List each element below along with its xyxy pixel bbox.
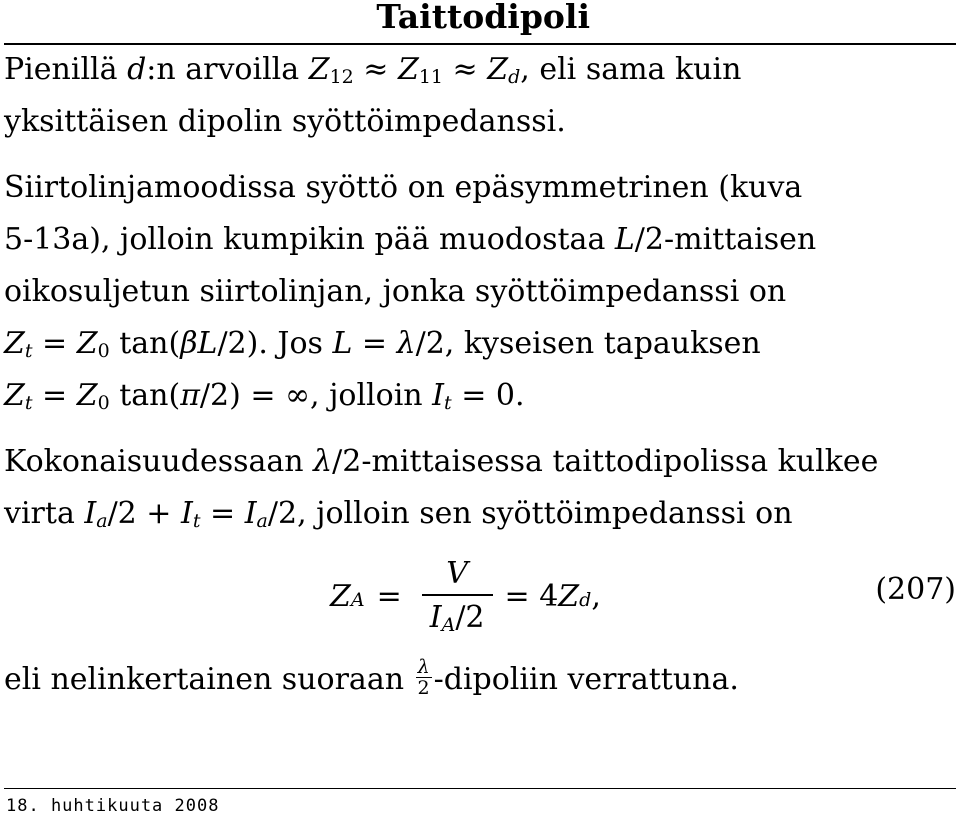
math-z11: Z	[397, 52, 419, 87]
equation-number: (207)	[875, 572, 956, 607]
text: , eli sama kuin	[520, 52, 742, 87]
math-z: Z	[330, 578, 351, 614]
equals-sign: =	[376, 578, 402, 614]
math-I: I	[180, 496, 193, 531]
text: virta	[4, 496, 85, 531]
text: :n arvoilla	[146, 52, 309, 87]
approx-sign: ≈	[443, 52, 488, 87]
text: = 0.	[451, 378, 525, 413]
math-z: Z	[558, 578, 580, 614]
footer-rule	[4, 788, 956, 789]
subscript-a: a	[256, 510, 268, 532]
subscript-t: t	[24, 392, 33, 414]
text: eli nelinkertainen suoraan	[4, 662, 414, 697]
subscript-A: A	[441, 614, 456, 636]
text: =	[32, 378, 77, 413]
slide-title: Taittodipoli	[376, 0, 590, 36]
text: 5-13a), jolloin kumpikin pää muodostaa	[4, 222, 615, 257]
math-d: d	[127, 52, 147, 87]
text: /2 +	[107, 496, 181, 531]
subscript-0: 0	[97, 340, 110, 362]
subscript-t: t	[24, 340, 33, 362]
fraction-v-over-ia	[422, 556, 493, 636]
text: tan(	[109, 378, 181, 413]
text: /2-mittaisen	[634, 222, 817, 257]
text: Pienillä	[4, 52, 128, 87]
math-z0: Z	[76, 378, 98, 413]
equation-body: Z $_A$ = $\frac{V}{I_A/2}$ = 4 Z $_d$ ,	[330, 556, 601, 636]
math-z0: Z	[76, 326, 98, 361]
paragraph-2-line-4	[4, 318, 956, 370]
text: /2, kyseisen tapauksen	[415, 326, 761, 361]
text: =	[32, 326, 77, 361]
math-I: I	[84, 496, 97, 531]
paragraph-2-line-3: oikosuljetun siirtolinjan, jonka syöttöimpedanssi on	[4, 274, 787, 309]
math-I: I	[432, 378, 445, 413]
numerator: λ	[417, 655, 430, 678]
math-pi: π	[180, 378, 200, 413]
equation-207	[4, 548, 956, 644]
subscript-a: a	[96, 510, 108, 532]
denominator: 2	[417, 676, 430, 699]
footer-date: 18. huhtikuuta 2008	[6, 796, 220, 816]
fraction-lambda-over-2	[416, 657, 432, 698]
math-beta-L: βL	[180, 326, 218, 361]
math-I: I	[429, 600, 442, 635]
paragraph-2-line-1: Siirtolinjamoodissa syöttö on epäsymmetrinen (kuva	[4, 170, 803, 205]
text: tan(	[109, 326, 181, 361]
text: =	[352, 326, 397, 361]
closing-line	[4, 654, 956, 706]
math-z12: Z	[308, 52, 330, 87]
subscript-d: d	[508, 66, 521, 88]
math-z: Z	[4, 326, 25, 361]
subscript-0: 0	[97, 392, 110, 414]
text: = 4	[504, 578, 559, 614]
paragraph-3-line-1	[4, 436, 956, 488]
math-lambda: λ	[313, 444, 333, 479]
numerator: V	[446, 556, 468, 591]
text: Kokonaisuudessaan	[4, 444, 314, 479]
subscript-12: 12	[329, 66, 354, 88]
paragraph-2-line-2	[4, 214, 956, 266]
math-L: L	[614, 222, 635, 257]
text: /2). Jos	[217, 326, 333, 361]
text: /2	[455, 600, 485, 635]
subscript-11: 11	[418, 66, 444, 88]
math-lambda: λ	[396, 326, 416, 361]
paragraph-1-line-2: yksittäisen dipolin syöttöimpedanssi.	[4, 104, 566, 139]
text: /2-mittaisessa taittodipolissa kulkee	[332, 444, 879, 479]
text: ,	[591, 578, 601, 614]
math-I: I	[244, 496, 257, 531]
denominator	[422, 594, 493, 636]
text: -dipoliin verrattuna.	[433, 662, 739, 697]
math-z: Z	[4, 378, 25, 413]
paragraph-3-line-2	[4, 488, 956, 540]
text: /2) = ∞, jolloin	[199, 378, 433, 413]
text: /2, jolloin sen syöttöimpedanssi on	[267, 496, 793, 531]
approx-sign: ≈	[353, 52, 398, 87]
math-zd: Z	[487, 52, 509, 87]
paragraph-2-line-5	[4, 370, 956, 422]
math-L: L	[332, 326, 353, 361]
text: =	[200, 496, 245, 531]
subscript-t: t	[192, 510, 201, 532]
subscript-t: t	[444, 392, 452, 414]
paragraph-1-line-1	[4, 44, 956, 96]
